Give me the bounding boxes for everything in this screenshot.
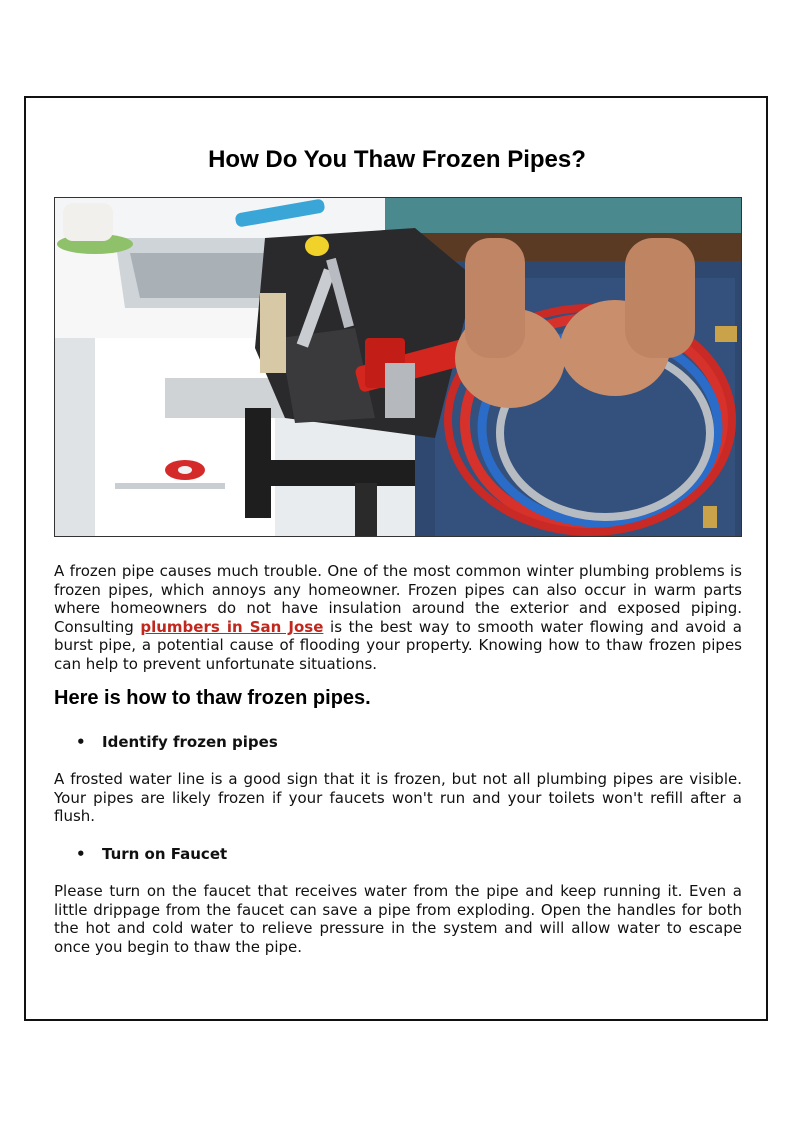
- intro-text-before-link: A frozen pipe causes much trouble. One of the most common winter plumbing problems is frozen pipes, which annoys any homeowner. Frozen pipes can also occur in warm parts where homeowners do not have insulation around the exterior and exposed piping. Consulting: [54, 562, 742, 636]
- step-heading-identify: [76, 733, 278, 751]
- intro-text-after-link: is the best way to smooth water flowing and avoid a burst pipe, a potential cause of flooding your property. Knowing how to thaw frozen pipes can help to prevent unfortunate situations.: [54, 617, 742, 673]
- intro-paragraph: [54, 562, 742, 673]
- bullet-icon: •: [76, 733, 86, 751]
- step-heading-faucet: [76, 845, 227, 863]
- bullet-icon: •: [76, 845, 86, 863]
- step-paragraph-identify: A frosted water line is a good sign that it is frozen, but not all plumbing pipes are visible. Your pipes are likely frozen if your faucets won't run and your toilets won't refill after a flush.: [54, 770, 742, 825]
- step-heading-text: Identify frozen pipes: [102, 733, 278, 751]
- hero-image: [54, 197, 742, 537]
- page-title: How Do You Thaw Frozen Pipes?: [208, 146, 586, 173]
- plumbers-san-jose-link[interactable]: plumbers in San Jose: [140, 617, 324, 636]
- step-paragraph-faucet: Please turn on the faucet that receives water from the pipe and keep running it. Even a little drippage from the faucet can save a pipe from exploding. Open the handles for both the hot and cold water to relieve pressure in the system and will allow water to escape once you begin to thaw the pipe.: [54, 882, 742, 956]
- step-heading-text: Turn on Faucet: [102, 845, 228, 863]
- section-subheading: Here is how to thaw frozen pipes.: [54, 687, 371, 709]
- plumber-with-tools-and-hoses-image: [55, 198, 742, 537]
